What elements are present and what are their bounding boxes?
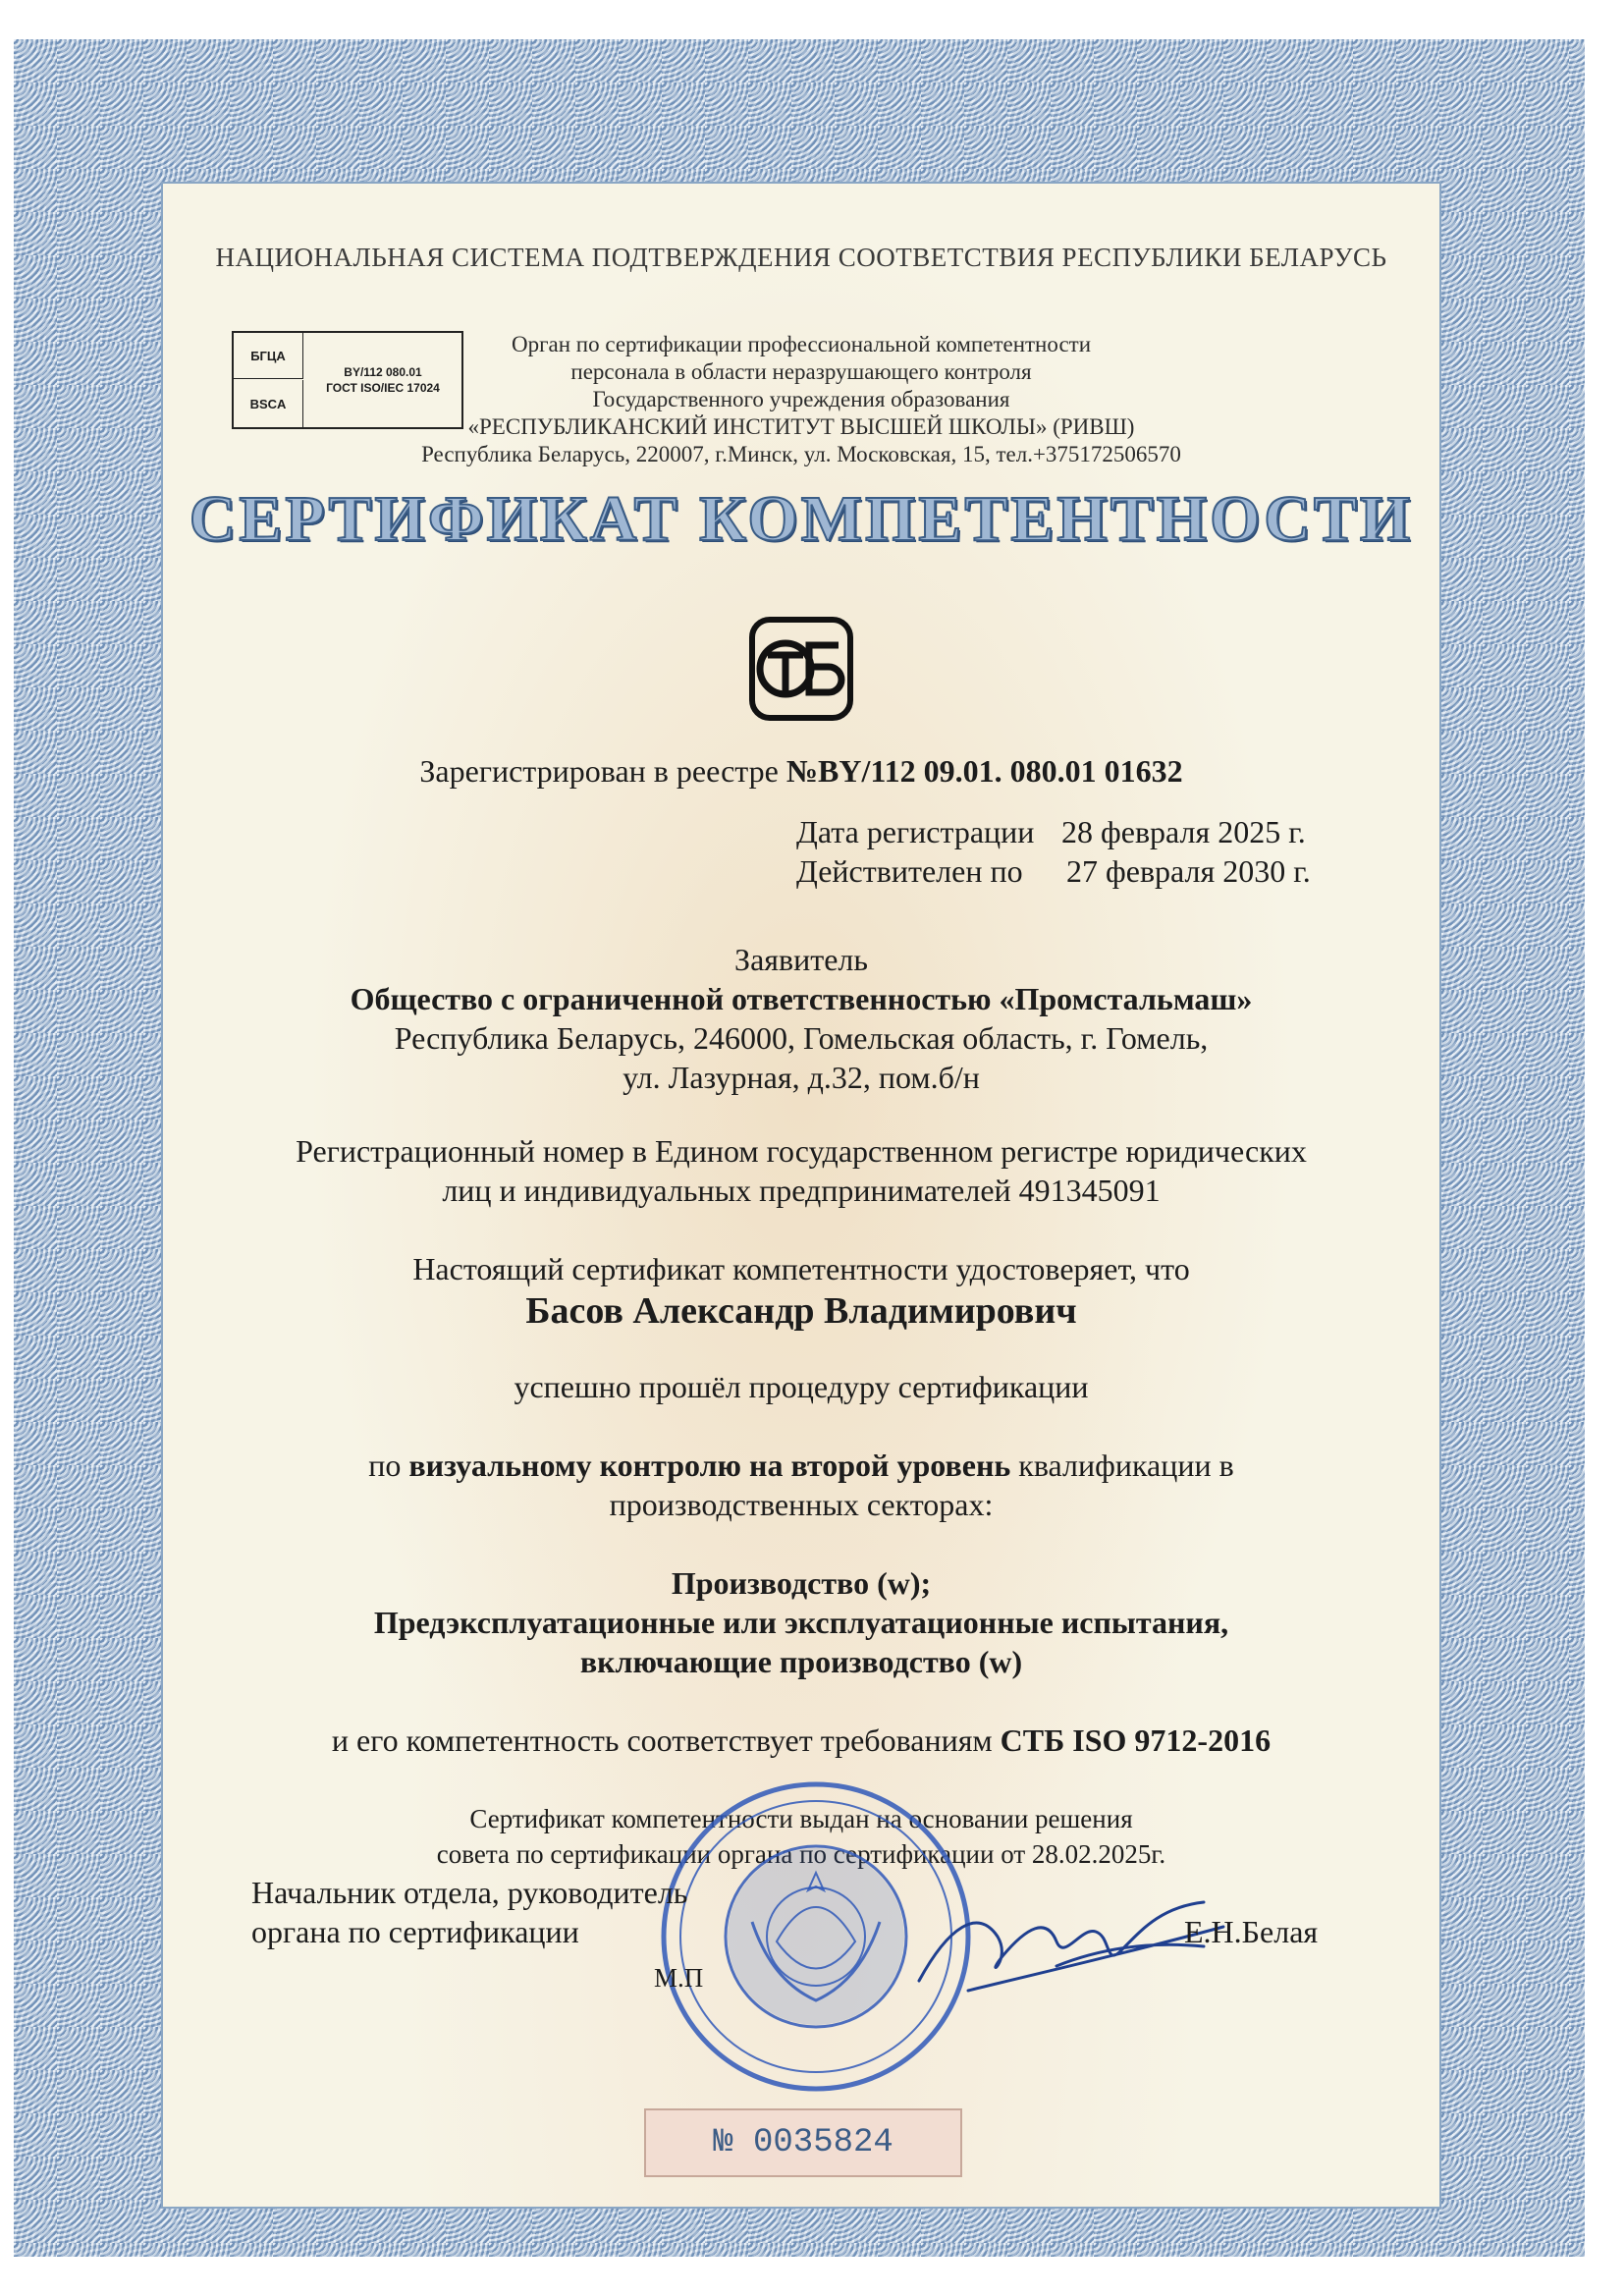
register-line1: Регистрационный номер в Едином государственном регистре юридических	[296, 1133, 1307, 1169]
method-suffix: квалификации в	[1010, 1448, 1234, 1483]
accreditation-line2: ГОСТ ISO/IEC 17024	[326, 381, 440, 395]
accreditation-top-left: БГЦА	[234, 333, 303, 379]
applicant-address1: Республика Беларусь, 246000, Гомельская область, г. Гомель,	[394, 1020, 1209, 1056]
certificate-border	[14, 39, 1585, 2257]
system-title: НАЦИОНАЛЬНАЯ СИСТЕМА ПОДТВЕРЖДЕНИЯ СООТВЕТСТВИЯ РЕСПУБЛИКИ БЕЛАРУСЬ	[215, 243, 1387, 272]
valid-value: 27 февраля 2030 г.	[1066, 853, 1311, 889]
stb-logo-icon	[748, 616, 854, 722]
applicant-address2: ул. Лазурная, д.32, пом.б/н	[623, 1060, 980, 1095]
compliance-line	[163, 1721, 1439, 1760]
signatory-name: Е.Н.Белая	[1184, 1914, 1319, 1949]
certificate-title: СЕРТИФИКАТ КОМПЕТЕНТНОСТИ	[189, 483, 1414, 555]
compliance-standard: СТБ ISO 9712-2016	[1000, 1722, 1272, 1758]
method-line	[163, 1446, 1439, 1485]
sector-2: Предэксплуатационные или эксплуатационные испытания,	[373, 1605, 1229, 1640]
person-name: Басов Александр Владимирович	[525, 1290, 1077, 1332]
valid-label: Действителен по	[796, 853, 1023, 889]
compliance-prefix: и его компетентность соответствует требованиям	[331, 1722, 1001, 1758]
issuer-line3: Государственного учреждения образования	[592, 387, 1010, 411]
certifies-intro: Настоящий сертификат компетентности удостоверяет, что	[412, 1251, 1190, 1286]
seal-place-label: М.П	[654, 1963, 704, 1993]
accreditation-bottom-left: BSCA	[234, 380, 303, 427]
serial-number: № 0035824	[644, 2108, 962, 2177]
register-line2: лиц и индивидуальных предпринимателей 491345091	[442, 1173, 1161, 1208]
registry-line	[163, 751, 1439, 791]
registry-prefix: Зарегистрирован в реестре	[419, 753, 786, 789]
certificate-paper	[161, 182, 1441, 2209]
signatory-position2: органа по сертификации	[251, 1914, 579, 1949]
accreditation-line1: BY/112 080.01	[344, 365, 422, 379]
issuer-line2: персонала в области неразрушающего контроля	[570, 359, 1032, 384]
reg-date-value: 28 февраля 2025 г.	[1061, 814, 1306, 849]
issuer-line1: Орган по сертификации профессиональной компетентности	[511, 332, 1092, 356]
reg-date-label: Дата регистрации	[796, 814, 1035, 849]
sectors-line: производственных секторах:	[609, 1487, 994, 1522]
sector-1: Производство (w);	[671, 1565, 932, 1601]
applicant-name: Общество с ограниченной ответственностью «Промстальмаш»	[350, 981, 1253, 1016]
signatory-position1: Начальник отдела, руководитель	[251, 1875, 688, 1910]
issuer-line4: «РЕСПУБЛИКАНСКИЙ ИНСТИТУТ ВЫСШЕЙ ШКОЛЫ» (РИВШ)	[467, 414, 1135, 439]
method-level: визуальному контролю на второй уровень	[408, 1448, 1011, 1483]
issuer-line5: Республика Беларусь, 220007, г.Минск, ул. Московская, 15, тел.+375172506570	[421, 442, 1181, 466]
method-prefix: по	[368, 1448, 409, 1483]
passed-line: успешно прошёл процедуру сертификации	[514, 1369, 1089, 1404]
applicant-label: Заявитель	[734, 942, 868, 977]
sector-3: включающие производство (w)	[579, 1644, 1023, 1679]
registry-number: №BY/112 09.01. 080.01 01632	[785, 753, 1183, 789]
basis-line1: Сертификат компетентности выдан на основании решения	[469, 1804, 1133, 1833]
basis-line2: совета по сертификации органа по сертификации от 28.02.2025г.	[436, 1839, 1166, 1869]
